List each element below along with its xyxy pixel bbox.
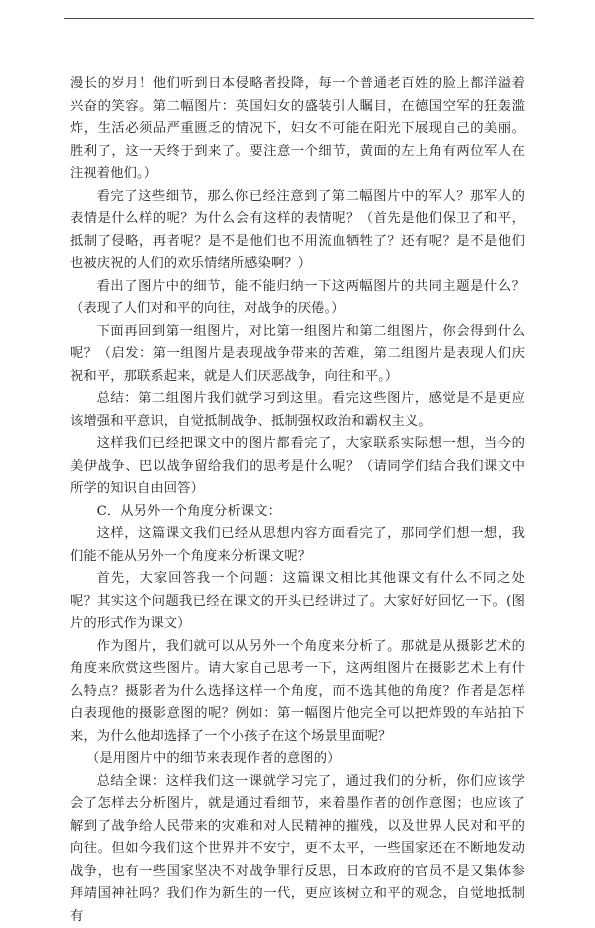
paragraph: 看完了这些细节，那么你已经注意到了第二幅图片中的军人？那军人的表情是什么样的呢？为什么会有这样的表情呢？（首先是他们保卫了和平，抵制了侵略，再者呢？是不是他们也不用流血牺牲了？还有呢？是不是他们也被庆祝的人们的欢乐情绪所感染啊？） [70, 186, 525, 276]
document-body [70, 73, 525, 928]
answer-note: （是用图片中的细节来表现作者的意图的） [70, 748, 525, 771]
paragraph: 这样我们已经把课文中的图片都看完了，大家联系实际想一想，当今的美伊战争、巴以战争留给我们的思考是什么呢？（请同学们结合我们课文中所学的知识自由回答） [70, 433, 525, 501]
paragraph: 首先，大家回答我一个问题：这篇课文相比其他课文有什么不同之处呢？其实这个问题我已经在课文的开头已经讲过了。大家好好回忆一下。(图片的形式作为课文） [70, 568, 525, 636]
header-rule [64, 18, 534, 19]
paragraph: 看出了图片中的细节，能不能归纳一下这两幅图片的共同主题是什么？（表现了人们对和平的向往，对战争的厌倦。） [70, 276, 525, 321]
paragraph: 这样，这篇课文我们已经从思想内容方面看完了，那同学们想一想，我们能不能从另外一个角度来分析课文呢？ [70, 523, 525, 568]
paragraph: 总结全课：这样我们这一课就学习完了，通过我们的分析，你们应该学会了怎样去分析图片，就是通过看细节，来着墨作者的创作意图；也应该了解到了战争给人民带来的灾难和对人民精神的摧残，以及世界人民对和平的向往。但如今我们这个世界并不安宁，更不太平，一些国家还在不断地发动战争，也有一些国家坚决不对战争罪行反思，日本政府的官员不是又集体参拜靖国神社吗？我们作为新生的一代，更应该树立和平的观念，自觉地抵制有 [70, 771, 525, 928]
paragraph: 总结：第二组图片我们就学习到这里。看完这些图片，感觉是不是更应该增强和平意识，自觉抵制战争、抵制强权政治和霸权主义。 [70, 388, 525, 433]
paragraph: 漫长的岁月！他们听到日本侵略者投降，每一个普通老百姓的脸上都洋溢着兴奋的笑容。第二幅图片：英国妇女的盛装引人瞩目，在德国空军的狂轰滥炸，生活必须品严重匮乏的情况下，妇女不可能在阳光下展现自己的美丽。胜利了，这一天终于到来了。要注意一个细节，黄面的左上角有两位军人在注视着他们。） [70, 73, 525, 186]
section-heading: C．从另外一个角度分析课文： [70, 501, 525, 524]
paragraph: 下面再回到第一组图片，对比第一组图片和第二组图片，你会得到什么呢？（启发：第一组图片是表现战争带来的苦难，第二组图片是表现人们庆祝和平，那联系起来，就是人们厌恶战争，向往和平。） [70, 321, 525, 389]
paragraph: 作为图片，我们就可以从另外一个角度来分析了。那就是从摄影艺术的角度来欣赏这些图片。请大家自己思考一下，这两组图片在摄影艺术上有什么特点？摄影者为什么选择这样一个角度，而不选其他的角度？作者是怎样白表现他的摄影意图的呢？例如：第一幅图片他完全可以把炸毁的车站拍下来，为什么他却选择了一个小孩子在这个场景里面呢？ [70, 636, 525, 749]
